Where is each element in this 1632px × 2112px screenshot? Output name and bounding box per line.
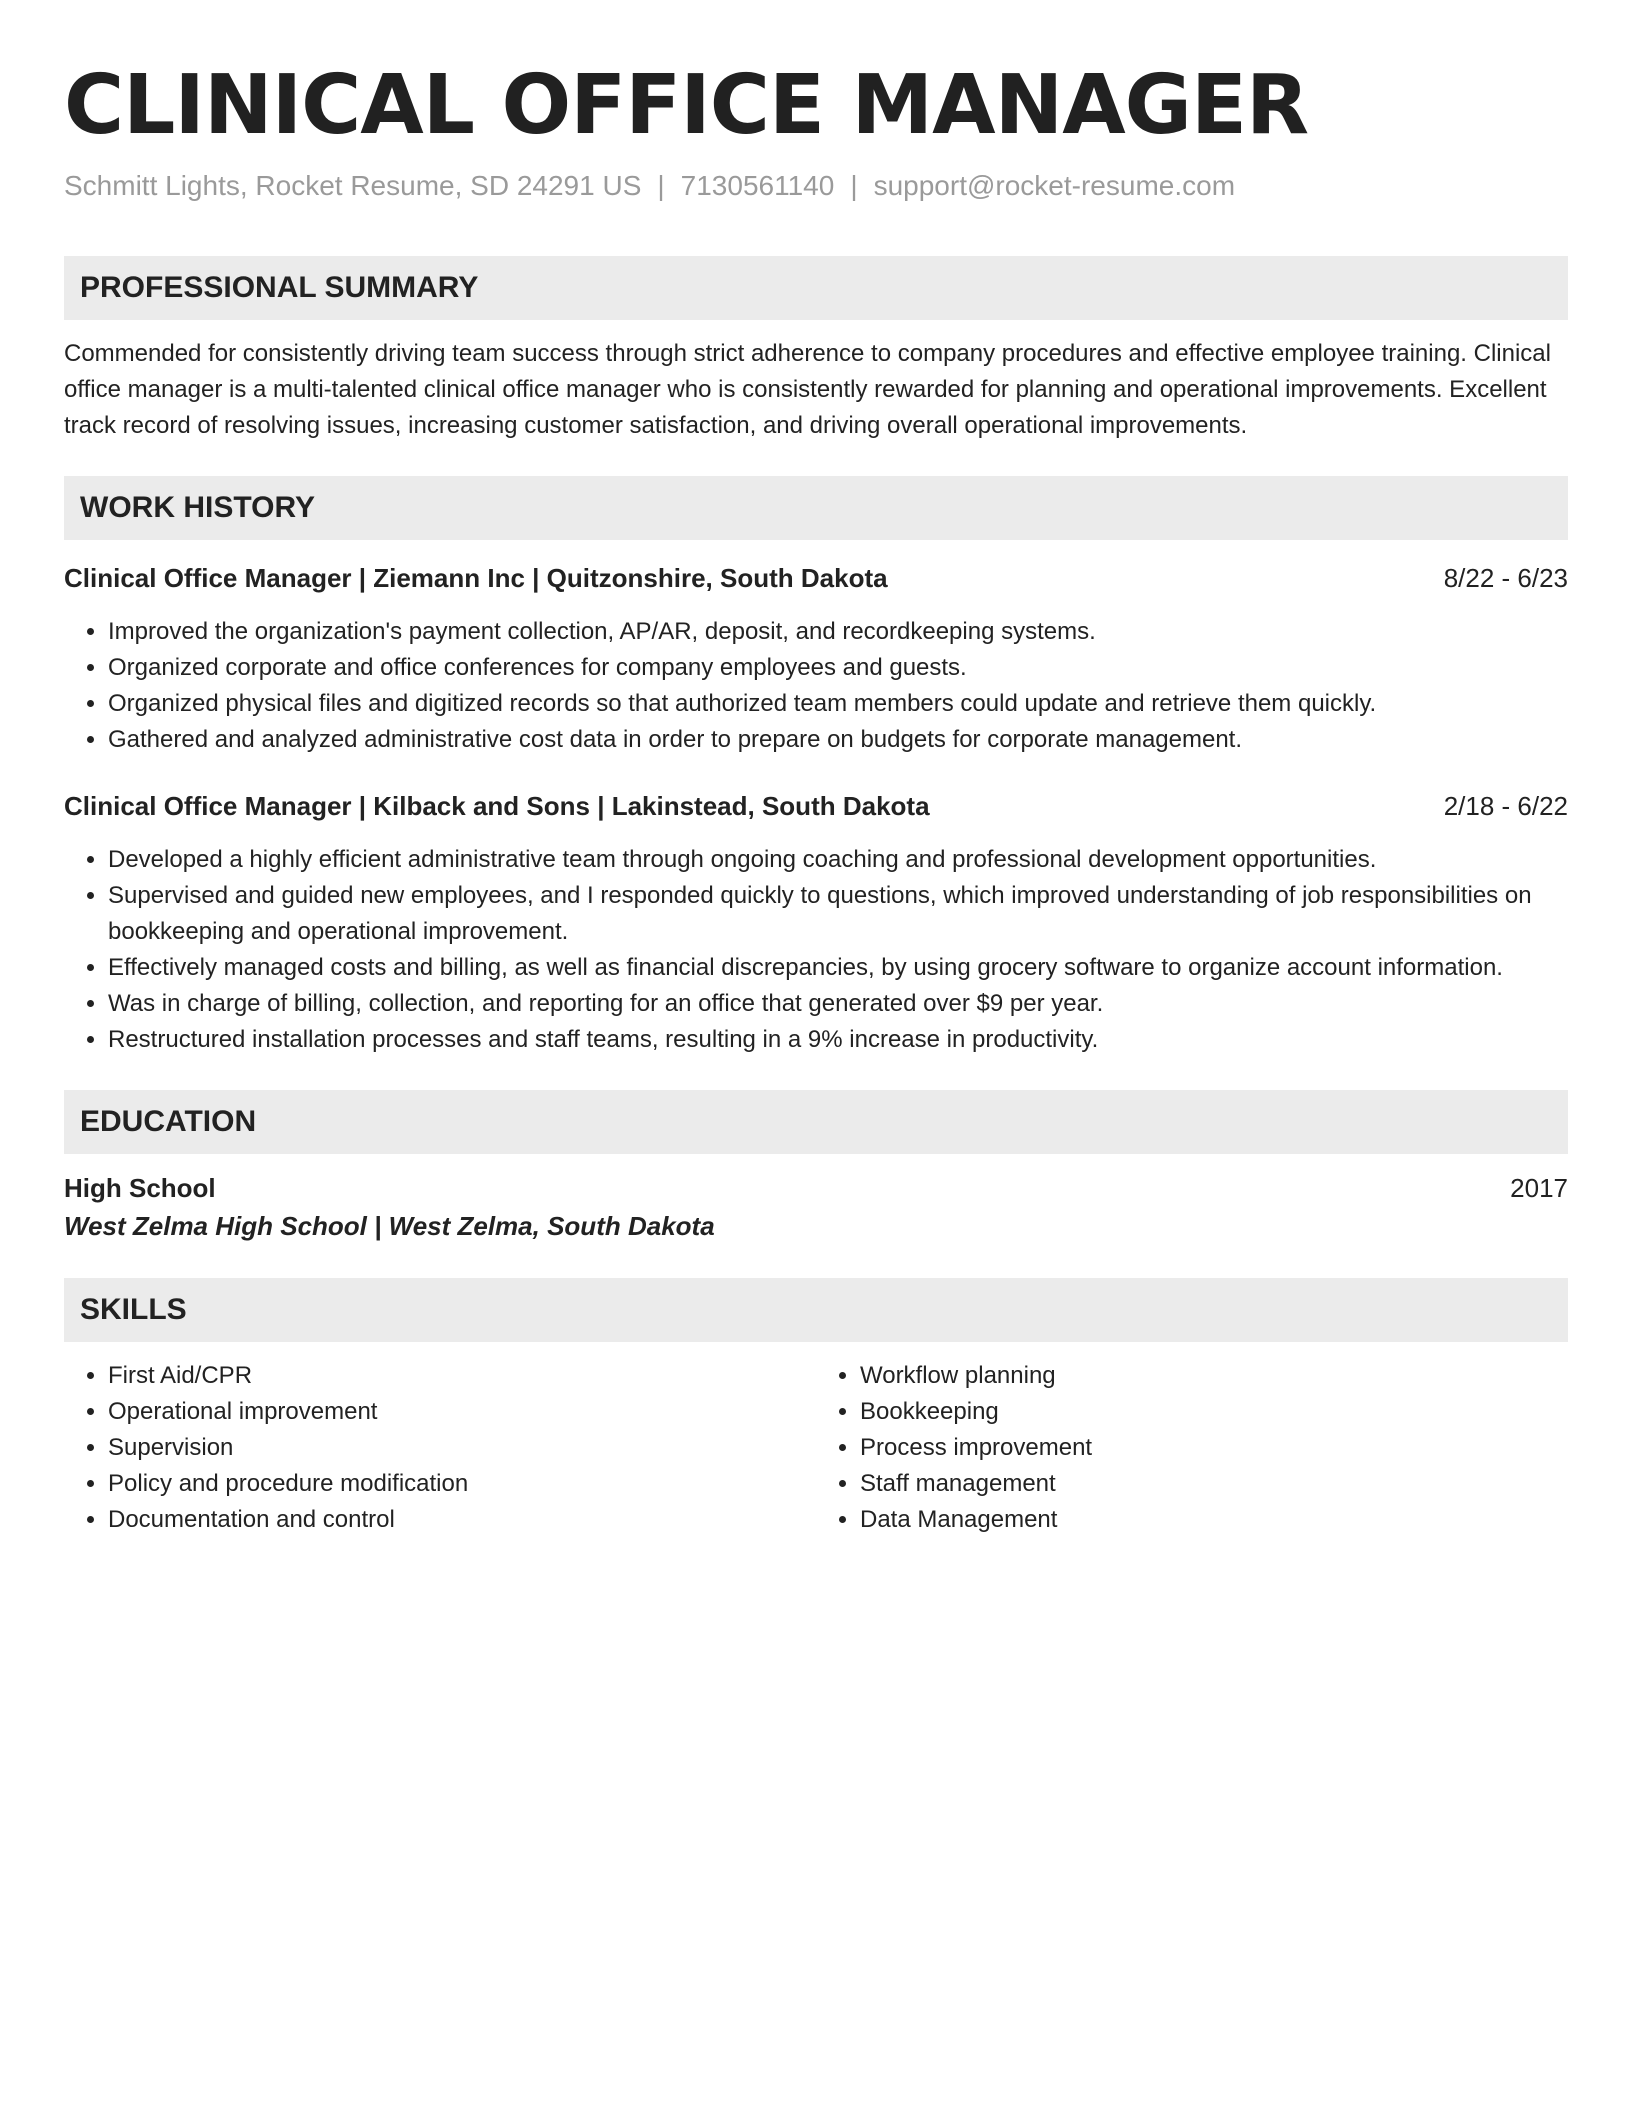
skill-item: • Supervision [108,1430,816,1466]
job-bullets [64,842,1568,1058]
skills-column-left [64,1358,816,1538]
section-header-summary: PROFESSIONAL SUMMARY [64,256,1568,320]
job-bullet: • Organized corporate and office conferences for company employees and guests. [108,650,1568,686]
skill-item: • Workflow planning [860,1358,1568,1394]
job-header [64,560,1568,596]
job-bullet: • Improved the organization's payment collection, AP/AR, deposit, and recordkeeping systems. [108,614,1568,650]
job-bullet: • Restructured installation processes and staff teams, resulting in a 9% increase in productivity. [108,1022,1568,1058]
contact-phone[interactable]: 7130561140 [680,170,835,201]
job-title: Clinical Office Manager | Kilback and Sons | Lakinstead, South Dakota [64,791,930,821]
contact-line [64,168,1568,204]
section-header-work-history: WORK HISTORY [64,476,1568,540]
skill-item: • First Aid/CPR [108,1358,816,1394]
skill-item: • Operational improvement [108,1394,816,1430]
skill-item: • Data Management [860,1502,1568,1538]
job-bullet: • Was in charge of billing, collection, and reporting for an office that generated over $9 per year. [108,986,1568,1022]
skills-list [64,1358,1568,1538]
skill-item: • Staff management [860,1466,1568,1502]
job-bullet: • Supervised and guided new employees, and I responded quickly to questions, which improved understanding of job responsibilities on bookkeeping and operational improvement. [108,878,1568,950]
resume-title: CLINICAL OFFICE MANAGER [64,58,1309,153]
summary-text: Commended for consistently driving team success through strict adherence to company procedures and effective employee training. Clinical office manager is a multi-talented clinical office manager who is consistently rewarded for planning and operational improvements. Excellent track record of resolving issues, increasing customer satisfaction, and driving overall operational improvements. [64,340,1551,439]
job-entry [64,788,1568,1058]
job-header [64,788,1568,824]
contact-email[interactable]: support@rocket-resume.com [873,170,1236,201]
contact-separator: | [850,170,858,201]
job-dates: 2/18 - 6/22 [1443,791,1568,821]
education-school: West Zelma High School | West Zelma, South Dakota [64,1211,715,1241]
skill-item: • Policy and procedure modification [108,1466,816,1502]
job-bullets [64,614,1568,758]
skill-item: • Documentation and control [108,1502,816,1538]
job-title: Clinical Office Manager | Ziemann Inc | Quitzonshire, South Dakota [64,563,888,593]
job-entry [64,560,1568,758]
skill-item: • Process improvement [860,1430,1568,1466]
skill-item: • Bookkeeping [860,1394,1568,1430]
job-bullet: • Effectively managed costs and billing, as well as financial discrepancies, by using grocery software to organize account information. [108,950,1568,986]
job-dates: 8/22 - 6/23 [1443,563,1568,593]
job-bullet: • Organized physical files and digitized records so that authorized team members could update and retrieve them quickly. [108,686,1568,722]
education-degree: High School [64,1173,216,1203]
job-bullet: • Developed a highly efficient administrative team through ongoing coaching and professional development opportunities. [108,842,1568,878]
contact-address: Schmitt Lights, Rocket Resume, SD 24291 US [64,170,642,201]
section-header-skills: SKILLS [64,1278,1568,1342]
section-header-education: EDUCATION [64,1090,1568,1154]
skills-column-right [816,1358,1568,1538]
job-bullet: • Gathered and analyzed administrative cost data in order to prepare on budgets for corporate management. [108,722,1568,758]
contact-separator: | [657,170,665,201]
education-entry [64,1170,1568,1246]
education-year: 2017 [1510,1173,1568,1203]
education-header [64,1170,1568,1206]
